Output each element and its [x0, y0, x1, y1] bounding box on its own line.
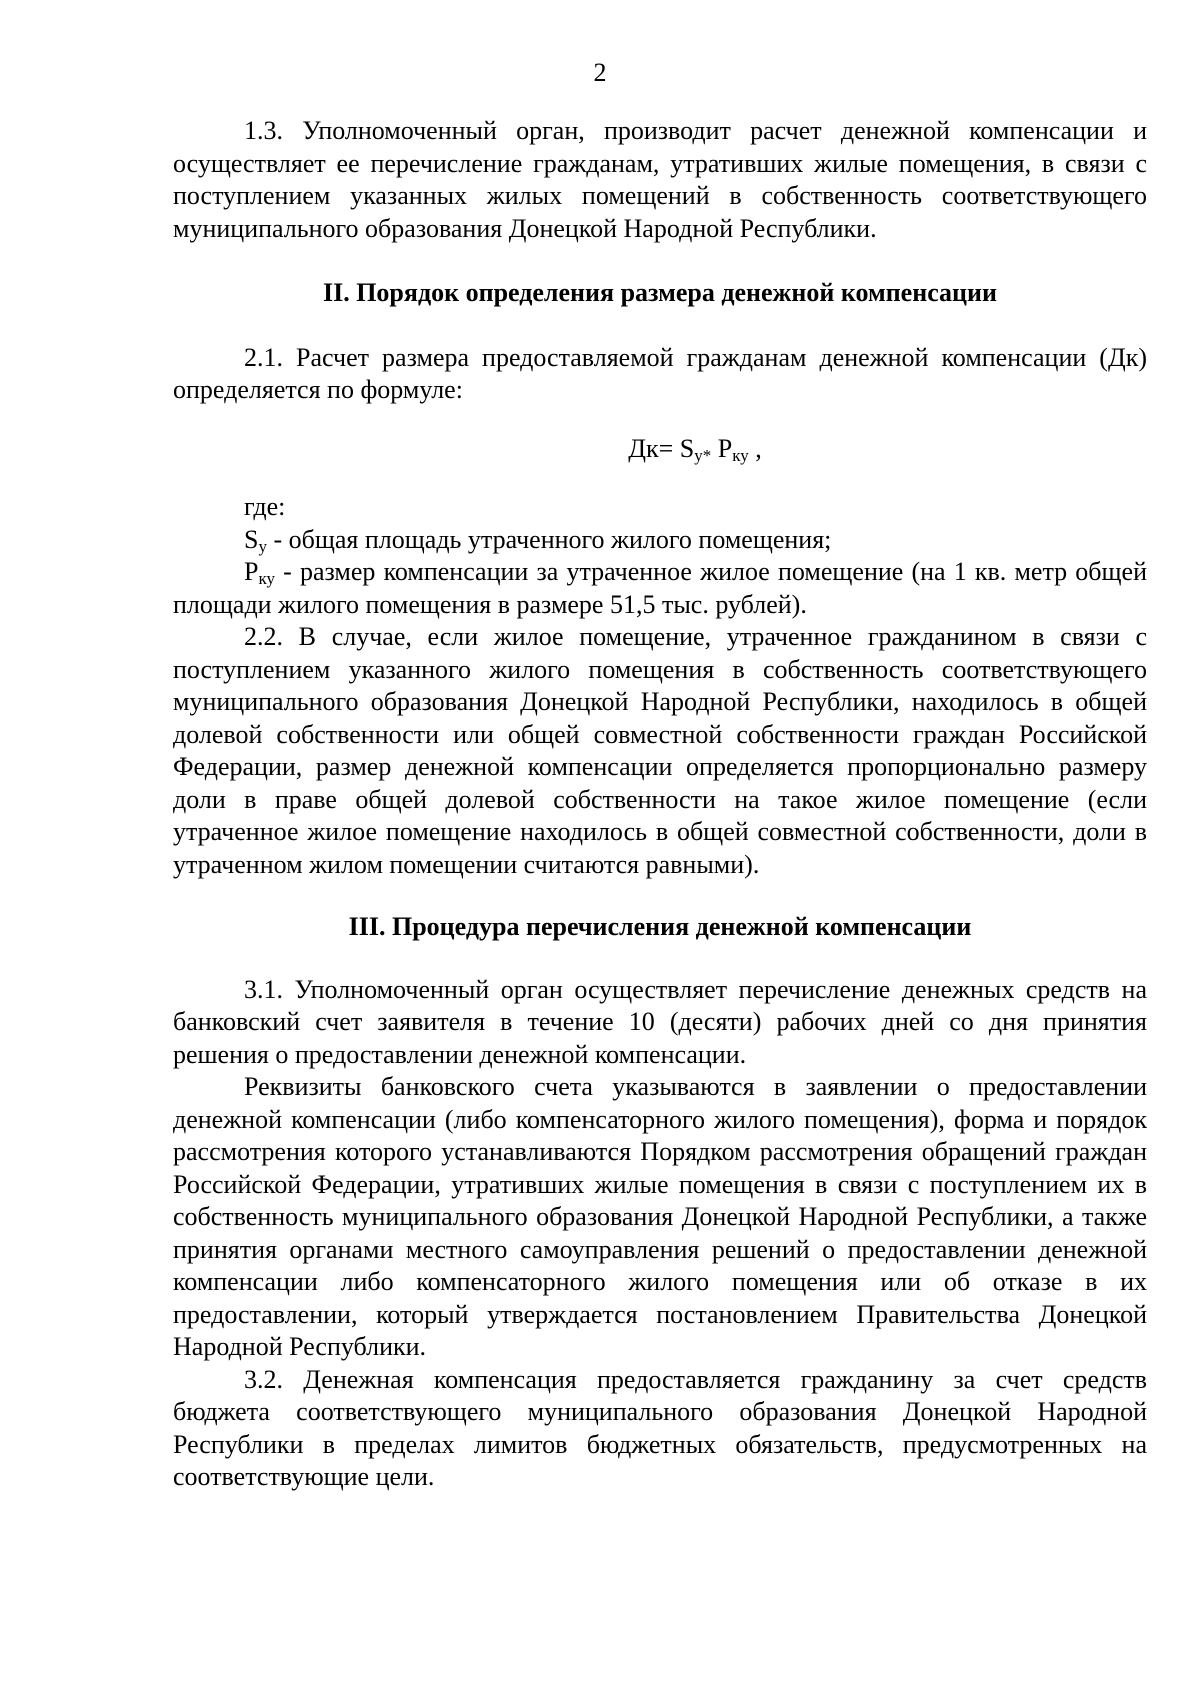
formula-p-subscript: ку — [732, 445, 749, 465]
page-number: 2 — [593, 58, 607, 87]
sy-symbol: S — [244, 524, 259, 554]
pky-subscript: ку — [258, 569, 275, 588]
formula-multiply: * — [702, 445, 712, 465]
paragraph-3-2: 3.2. Денежная компенсация предоставляется гражданину за счет средств бюджета соответствующего муниципального образования Донецкой Народной Республики в пределах лимитов бюджетных обязательств, предусмотренных на соответствующие цели. — [173, 1364, 1147, 1491]
sy-subscript: у — [258, 536, 267, 556]
pky-symbol: Р — [244, 557, 259, 586]
pky-definition — [173, 556, 1147, 621]
sy-text: - общая площадь утраченного жилого помещения; — [266, 524, 832, 554]
section-3-heading: III. Процедура перечисления денежной компенсации — [348, 912, 972, 941]
paragraph-2-1: 2.1. Расчет размера предоставляемой гражданам денежной компенсации (Дк) определяется по формуле: — [173, 342, 1147, 404]
compensation-formula — [173, 433, 1147, 466]
document-body — [173, 115, 1147, 1494]
formula-tail: , — [748, 433, 762, 463]
paragraph-2-2: 2.2. В случае, если жилое помещение, утраченное гражданином в связи с поступлением указанного жилого помещения в собственность соответствующего муниципального образования Донецкой Народной Республики, находилось в общей долевой собственности или общей совместной собственности граждан Российской Федерации, размер денежной компенсации определяется пропорционально размеру доли в праве общей долевой собственности на такое жилое помещение (если утраченное жилое помещение находилось в общей совместной собственности, доли в утраченном жилом помещении считаются равными). — [173, 622, 1147, 879]
paragraph-3-1: 3.1. Уполномоченный орган осуществляет перечисление денежных средств на банковский счет заявителя в течение 10 (десяти) рабочих дней со дня принятия решения о предоставлении денежной компенсации. — [173, 974, 1147, 1069]
sy-definition — [173, 524, 1147, 557]
formula-p: Р — [711, 433, 733, 463]
pky-text: - размер компенсации за утраченное жилое помещение (на 1 кв. метр общей площади жилого помещения в размере 51,5 тыс. рублей). — [173, 557, 1147, 619]
where-label: где: — [244, 492, 286, 521]
paragraph-requisites: Реквизиты банковского счета указываются в заявлении о предоставлении денежной компенсации (либо компенсаторного жилого помещения), форма и порядок рассмотрения которого устанавливаются Порядком рассмотрения обращений граждан Российской Федерации, утративших жилые помещения в связи с поступлением их в собственность муниципального образования Донецкой Народной Республики, а также принятия органами местного самоуправления решений о предоставлении денежной компенсации либо компенсаторного жилого помещения или об отказе в их предоставлении, который утверждается постановлением Правительства Донецкой Народной Республики. — [173, 1072, 1147, 1361]
section-2-heading: II. Порядок определения размера денежной компенсации — [322, 278, 998, 307]
formula-s-subscript: у — [694, 445, 703, 465]
formula-lhs: Дк= S — [628, 433, 695, 463]
paragraph-1-3: 1.3. Уполномоченный орган, производит расчет денежной компенсации и осуществляет ее перечисление гражданам, утративших жилые помещения, в связи с поступлением указанных жилых помещений в собственность соответствующего муниципального образования Донецкой Народной Республики. — [173, 116, 1147, 243]
